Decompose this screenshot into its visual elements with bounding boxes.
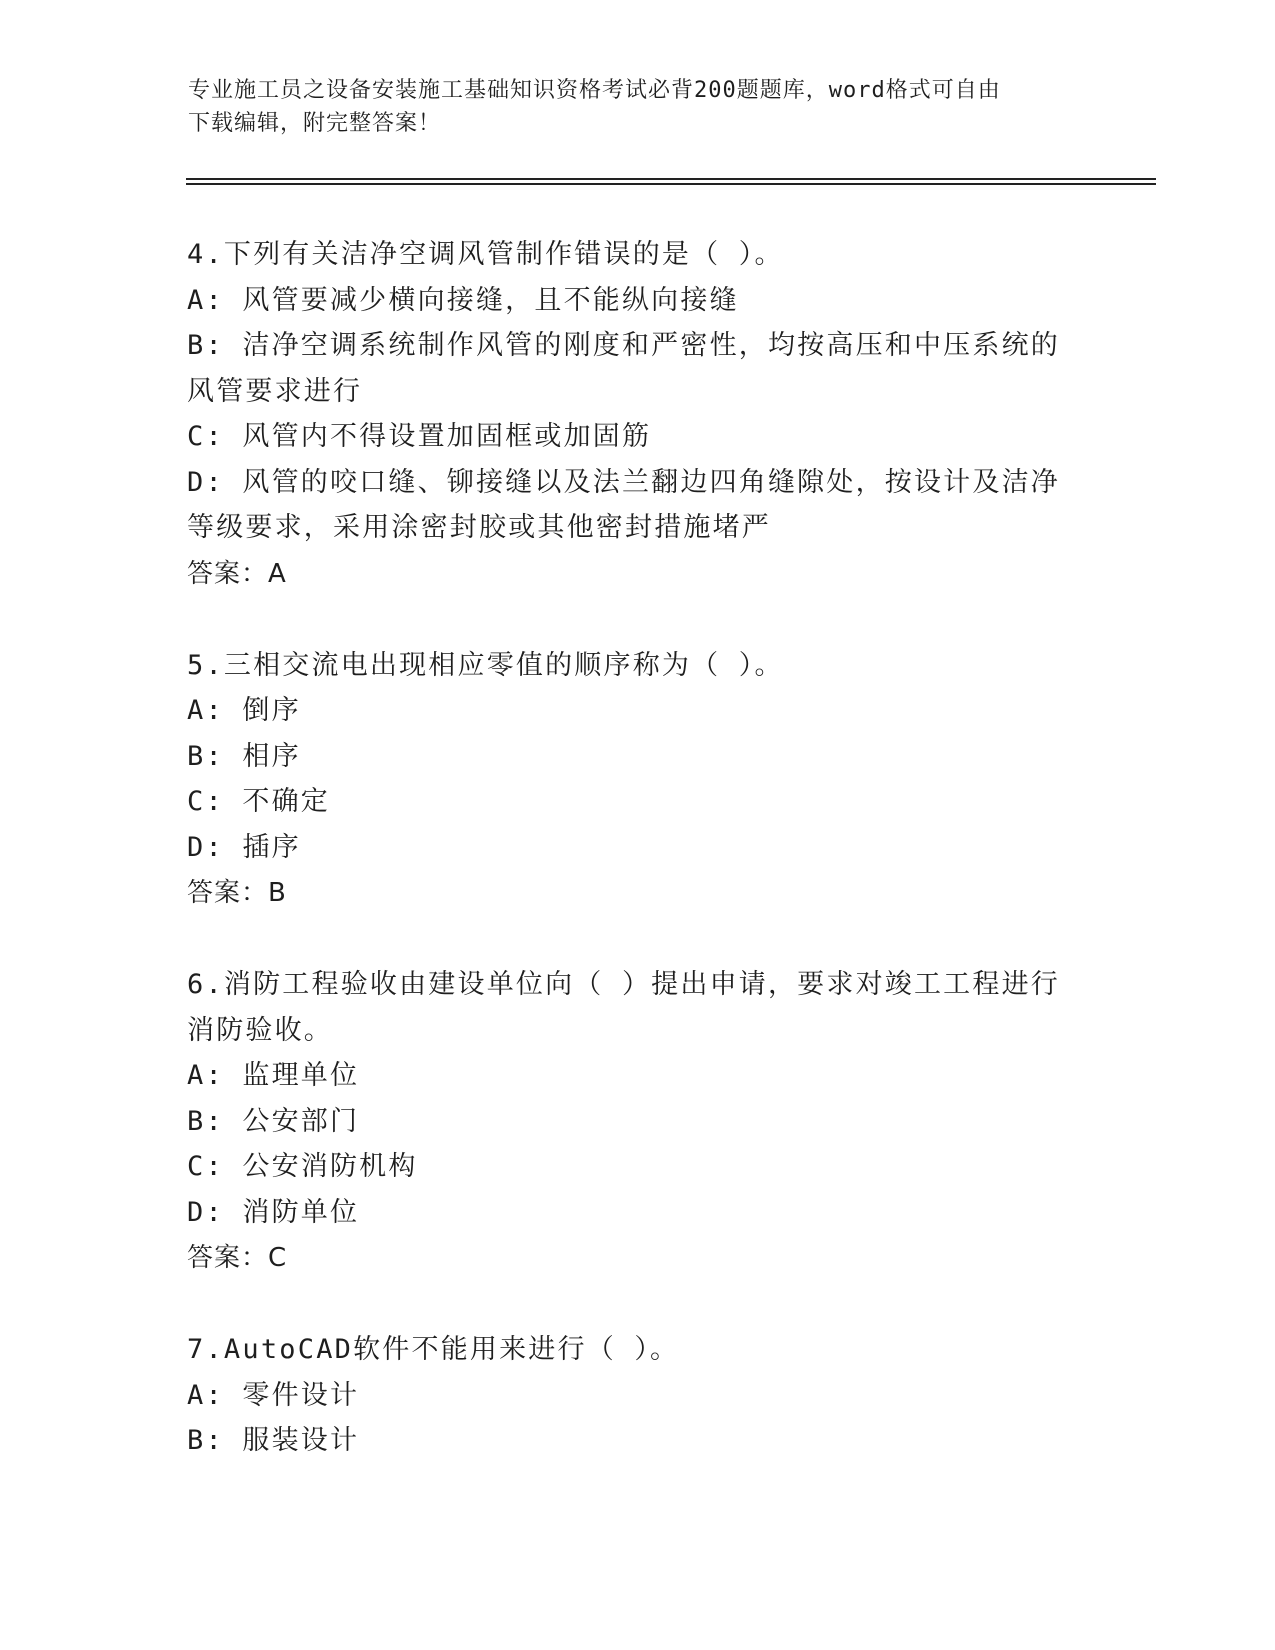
question-7 — [187, 1327, 1087, 1464]
option-a: A: 倒序 — [187, 695, 301, 726]
question-4 — [187, 232, 1087, 597]
question-list — [187, 232, 1087, 1510]
option-d: D: 插序 — [187, 831, 301, 863]
document-header — [188, 74, 1088, 140]
option-b: B: 公安部门 — [187, 1105, 360, 1137]
question-6 — [187, 962, 1087, 1281]
option-b: B: 相序 — [187, 740, 301, 772]
question-stem: 6.消防工程验收由建设单位向（ ）提出申请，要求对竣工工程进行消防验收。 — [187, 969, 1060, 1046]
option-a: A: 风管要减少横向接缝，且不能纵向接缝 — [187, 284, 739, 316]
question-stem: 5.三相交流电出现相应零值的顺序称为（ ）。 — [187, 649, 784, 681]
option-a: A: 监理单位 — [187, 1060, 360, 1091]
question-5 — [187, 643, 1087, 917]
option-c: C: 公安消防机构 — [187, 1151, 418, 1182]
question-stem: 4.下列有关洁净空调风管制作错误的是（ ）。 — [187, 239, 784, 270]
header-line-1: 专业施工员之设备安装施工基础知识资格考试必背200题题库，word格式可自由 — [188, 78, 1001, 103]
answer-text: 答案：B — [187, 878, 287, 908]
question-stem: 7.AutoCAD软件不能用来进行（ ）。 — [187, 1334, 680, 1365]
option-a: A: 零件设计 — [187, 1379, 360, 1411]
option-c: C: 不确定 — [187, 786, 330, 817]
option-d: D: 风管的咬口缝、铆接缝以及法兰翻边四角缝隙处，按设计及洁净等级要求，采用涂密封胶或其他密封措施堵严 — [187, 466, 1060, 543]
header-line-2: 下载编辑，附完整答案！ — [188, 111, 442, 136]
option-d: D: 消防单位 — [187, 1196, 360, 1228]
header-divider-bottom — [186, 183, 1156, 185]
answer-text: 答案：A — [187, 558, 287, 589]
answer-text: 答案：C — [187, 1243, 288, 1273]
option-c: C: 风管内不得设置加固框或加固筋 — [187, 421, 652, 452]
header-divider-top — [186, 178, 1156, 180]
option-b: B: 服装设计 — [187, 1425, 360, 1456]
option-b: B: 洁净空调系统制作风管的刚度和严密性，均按高压和中压系统的风管要求进行 — [187, 330, 1060, 407]
